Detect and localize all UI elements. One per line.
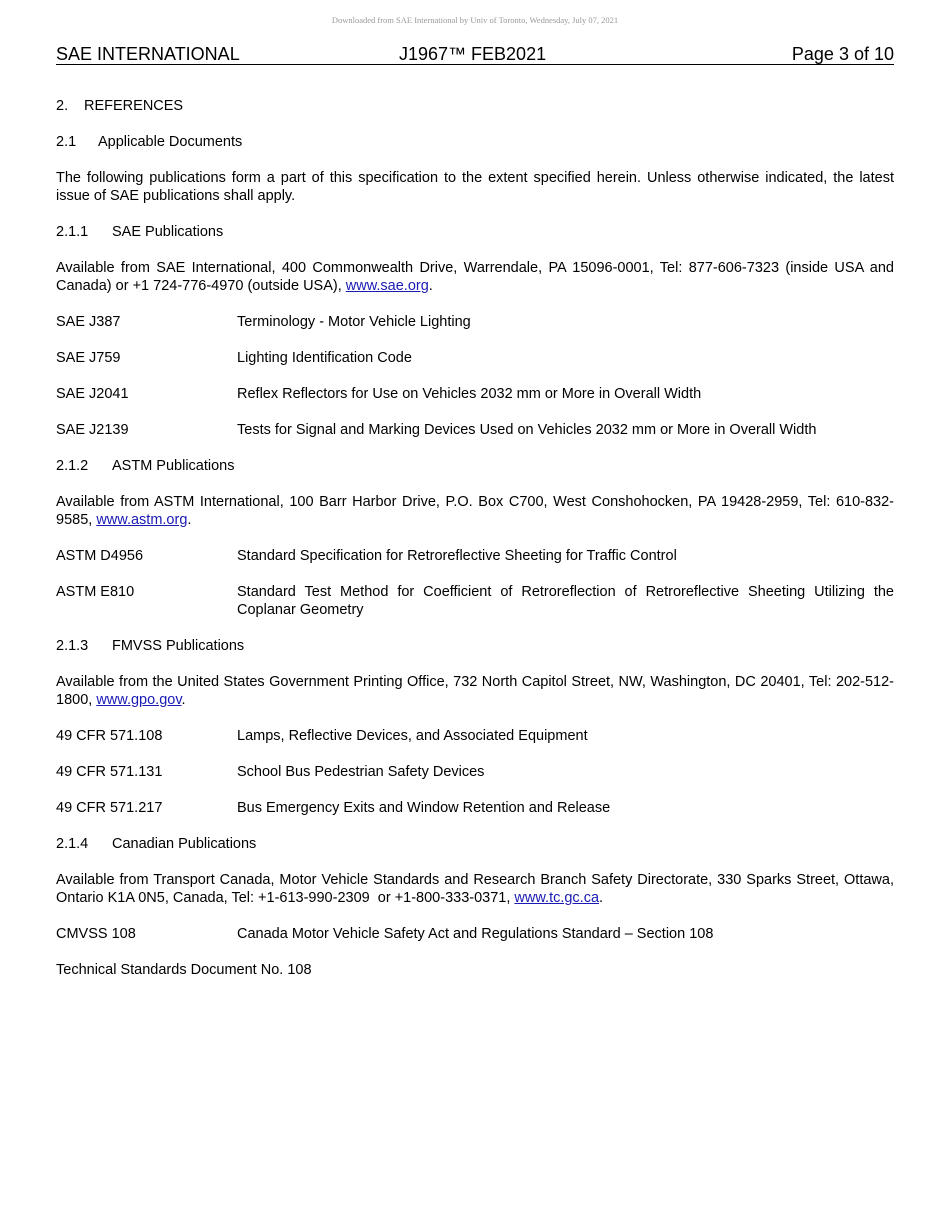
reference-title: Standard Specification for Retroreflective Sheeting for Traffic Control [237,548,677,564]
reference-title: Reflex Reflectors for Use on Vehicles 2032 mm or More in Overall Width [237,386,702,402]
period: . [187,512,192,528]
period: . [428,278,433,294]
reference-entry [56,727,894,745]
subsection-title: Canadian Publications [112,836,257,852]
subsection-title: ASTM Publications [112,458,235,474]
availability-text: Available from ASTM International, 100 Barr Harbor Drive, P.O. Box C700, West Conshohocken, PA 19428-2959, Tel: 610-832-9585, [56,494,894,528]
subsection-heading-canadian [56,835,894,853]
page-header [56,42,894,65]
reference-entry [56,313,894,331]
tc-website-link[interactable]: www.tc.gc.ca [514,890,600,906]
reference-code: CMVSS 108 [56,926,136,942]
subsection-number: 2.1.4 [56,836,89,852]
subsection-title: SAE Publications [112,224,224,240]
subsection-heading-fmvss [56,637,894,655]
reference-entry [56,799,894,817]
subsection-heading-astm [56,457,894,475]
astm-availability-paragraph [56,493,894,529]
period: . [181,692,186,708]
availability-text: Available from the United States Government Printing Office, 732 North Capitol Street, NW, Washington, DC 20401, Tel: 202-512-1800, [56,674,894,708]
document-body [56,97,899,979]
subsection-number: 2.1.1 [56,224,89,240]
reference-title: Standard Test Method for Coefficient of Retroreflection of Retroreflective Sheeting Utilizing the Coplanar Geometry [237,584,894,618]
reference-code: ASTM D4956 [56,548,144,564]
reference-code: SAE J2041 [56,386,129,402]
reference-code: 49 CFR 571.108 [56,728,163,744]
section-heading [56,97,894,115]
applicable-intro-paragraph: The following publications form a part of this specification to the extent specified herein. Unless otherwise indicated, the latest issue of SAE publications shall apply. [56,170,894,204]
reference-entry [56,547,894,565]
gpo-website-link[interactable]: www.gpo.gov [96,692,182,708]
reference-code: 49 CFR 571.217 [56,800,163,816]
subsection-heading-sae [56,223,894,241]
reference-title: Lamps, Reflective Devices, and Associated Equipment [237,728,588,744]
download-watermark: Downloaded from SAE International by Univ of Toronto, Wednesday, July 07, 2021 [331,15,619,25]
availability-text: Available from SAE International, 400 Commonwealth Drive, Warrendale, PA 15096-0001, Tel: 877-606-7323 (inside USA and Canada) or +1 724-776-4970 (outside USA), [56,260,894,294]
reference-code: ASTM E810 [56,584,135,600]
reference-title: School Bus Pedestrian Safety Devices [237,764,485,780]
reference-title: Tests for Signal and Marking Devices Used on Vehicles 2032 mm or More in Overall Width [237,422,817,438]
subsection-number: 2.1.2 [56,458,89,474]
period: . [599,890,604,906]
reference-code: SAE J2139 [56,422,129,438]
reference-title: Canada Motor Vehicle Safety Act and Regulations Standard – Section 108 [237,926,714,942]
fmvss-availability-paragraph [56,673,894,709]
technical-standards-document: Technical Standards Document No. 108 [56,962,312,978]
sae-availability-paragraph [56,259,894,295]
header-doc-id: J1967™ FEB2021 [399,44,547,64]
astm-website-link[interactable]: www.astm.org [96,512,188,528]
reference-code: SAE J387 [56,314,121,330]
reference-title: Bus Emergency Exits and Window Retention and Release [237,800,611,816]
reference-entry [56,421,894,439]
header-page-number: Page 3 of 10 [791,44,894,64]
subsection-heading-applicable [56,133,894,151]
sae-website-link[interactable]: www.sae.org [345,278,429,294]
reference-code: 49 CFR 571.131 [56,764,163,780]
subsection-number: 2.1.3 [56,638,89,654]
section-number: 2. [56,98,69,114]
header-org: SAE INTERNATIONAL [56,44,240,64]
subsection-number: 2.1 [56,134,77,150]
section-title: REFERENCES [84,98,184,114]
reference-code: SAE J759 [56,350,121,366]
subsection-title: Applicable Documents [98,134,243,150]
availability-text: Available from Transport Canada, Motor Vehicle Standards and Research Branch Safety Directorate, 330 Sparks Street, Ottawa, Ontario K1A 0N5, Canada, Tel: +1-613-990-2309 or +1-800-333-0371, [56,872,899,906]
reference-entry [56,583,894,619]
reference-title: Terminology - Motor Vehicle Lighting [237,314,471,330]
reference-entry [56,763,894,781]
reference-entry [56,925,894,943]
canadian-availability-paragraph [56,871,899,907]
reference-entry [56,385,894,403]
reference-entry [56,349,894,367]
reference-title: Lighting Identification Code [237,350,412,366]
subsection-title: FMVSS Publications [112,638,245,654]
